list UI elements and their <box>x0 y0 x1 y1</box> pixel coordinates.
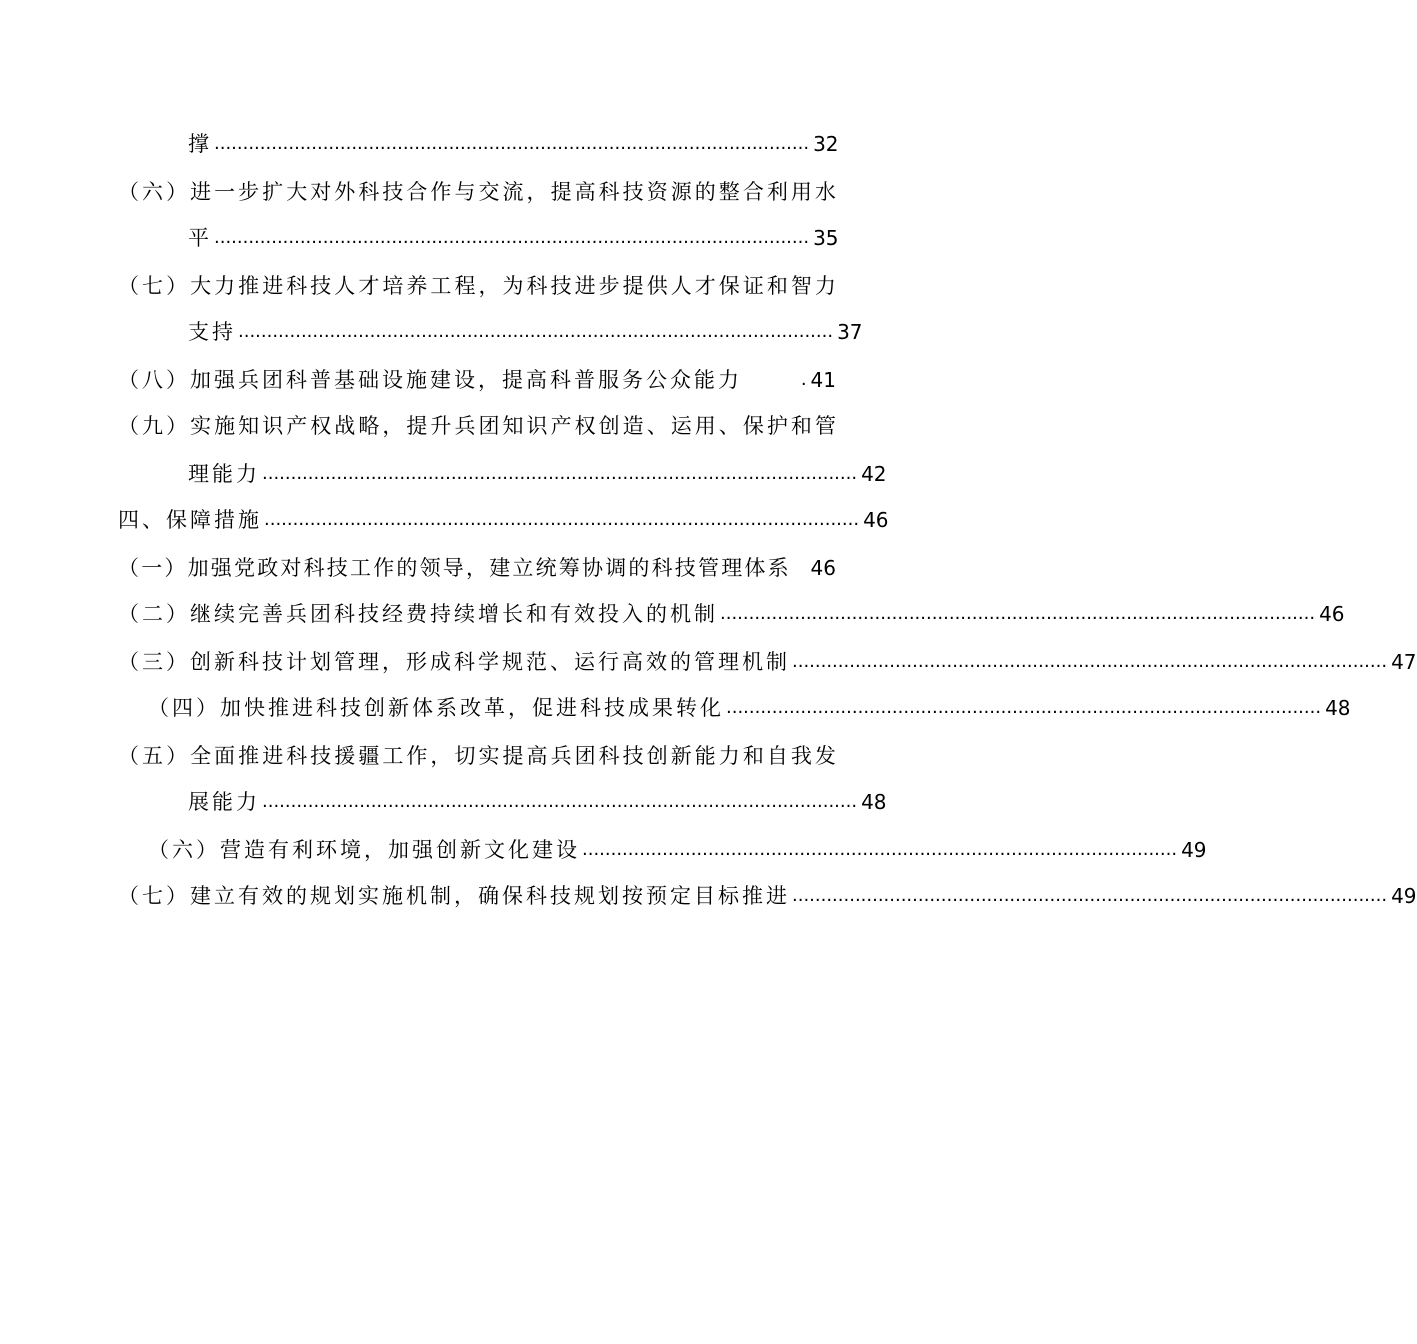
toc-entry-text: （ 七 ） 大 力 推 进 科 技 人 才 培 养 工 程 ， 为 科 技 进 步 提 供 人 才 保 证 和 智 力 <box>118 274 836 298</box>
toc-dot-leader: ........................................................................................................ <box>264 509 860 530</box>
toc-entry-text: （一）加强党政对科技工作的领导，建立统筹协调的科技管理体系 <box>118 556 791 580</box>
toc-entry[interactable] <box>118 172 836 212</box>
toc-page-number: 46 <box>1319 602 1345 626</box>
toc-entry[interactable] <box>148 688 1351 728</box>
toc-entry[interactable] <box>188 454 887 494</box>
toc-entry-text: 平 <box>188 226 212 250</box>
toc-entry-text: （三）创新科技计划管理，形成科学规范、运行高效的管理机制 <box>118 650 790 674</box>
toc-dot-leader: ........................................................................................................ <box>262 463 858 484</box>
toc-dot-leader: ........................................................................................................ <box>726 697 1322 718</box>
toc-entry[interactable] <box>188 312 863 352</box>
toc-entry-text: 四、保障措施 <box>118 508 262 532</box>
toc-dot-leader: ........................................................................................................ <box>238 321 834 342</box>
toc-entry-text: （二）继续完善兵团科技经费持续增长和有效投入的机制 <box>118 602 718 626</box>
toc-page-number: 42 <box>861 462 887 486</box>
toc-entry[interactable] <box>118 266 836 306</box>
toc-entry-text: （ 五 ） 全 面 推 进 科 技 援 疆 工 作 ， 切 实 提 高 兵 团 科 技 创 新 能 力 和 自 我 发 <box>118 744 836 768</box>
toc-dot-leader: ........................................................................................................ <box>214 133 810 154</box>
toc-page-number: 37 <box>837 320 863 344</box>
toc-entry-text: （ 六 ） 进 一 步 扩 大 对 外 科 技 合 作 与 交 流 ， 提 高 科 技 资 源 的 整 合 利 用 水 <box>118 180 836 204</box>
toc-page-number: 41 <box>810 368 836 392</box>
toc-entry-text: （八）加强兵团科普基础设施建设，提高科普服务公众能力 <box>118 368 742 392</box>
toc-dot-leader: ........................................................................................................ <box>792 885 1388 906</box>
toc-entry[interactable] <box>118 548 836 588</box>
toc-page-number: 47 <box>1391 650 1417 674</box>
toc-entry-text: （ 九 ） 实 施 知 识 产 权 战 略 ， 提 升 兵 团 知 识 产 权 创 造 、 运 用 、 保 护 和 管 <box>118 414 836 438</box>
toc-page-number: 46 <box>863 508 889 532</box>
toc-dot-leader: ........................................................................................................ <box>262 791 858 812</box>
toc-entry[interactable] <box>118 736 836 776</box>
toc-dot-leader: . <box>800 369 807 390</box>
toc-entry[interactable] <box>118 594 1345 634</box>
toc-page-number: 32 <box>813 132 839 156</box>
toc-page-number: 46 <box>810 556 836 580</box>
toc-entry[interactable] <box>148 830 1207 870</box>
toc-dot-leader: ........................................................................................................ <box>214 227 810 248</box>
toc-entry[interactable] <box>118 642 1417 682</box>
toc-page-number: 35 <box>813 226 839 250</box>
toc-entry-text: 理能力 <box>188 462 260 486</box>
toc-page-number: 48 <box>1325 696 1351 720</box>
toc-entry-text: 展能力 <box>188 790 260 814</box>
toc-entry[interactable] <box>118 406 836 446</box>
toc-page-number: 48 <box>861 790 887 814</box>
toc-entry[interactable] <box>118 360 836 400</box>
toc-page-number: 49 <box>1181 838 1207 862</box>
toc-dot-leader: ........................................................................................................ <box>582 839 1178 860</box>
toc-entry[interactable] <box>118 876 1417 916</box>
toc-dot-leader: ........................................................................................................ <box>792 651 1388 672</box>
toc-entry-text: （四）加快推进科技创新体系改革，促进科技成果转化 <box>148 696 724 720</box>
toc-entry-text: （六）营造有利环境，加强创新文化建设 <box>148 838 580 862</box>
toc-entry-text: 支持 <box>188 320 236 344</box>
toc-dot-leader: ........................................................................................................ <box>720 603 1316 624</box>
toc-entry-text: 撑 <box>188 132 212 156</box>
toc-entry[interactable] <box>118 500 889 540</box>
toc-entry-text: （七）建立有效的规划实施机制，确保科技规划按预定目标推进 <box>118 884 790 908</box>
toc-entry[interactable] <box>188 218 839 258</box>
toc-entry[interactable] <box>188 124 839 164</box>
toc-page-number: 49 <box>1391 884 1417 908</box>
toc-entry[interactable] <box>188 782 887 822</box>
